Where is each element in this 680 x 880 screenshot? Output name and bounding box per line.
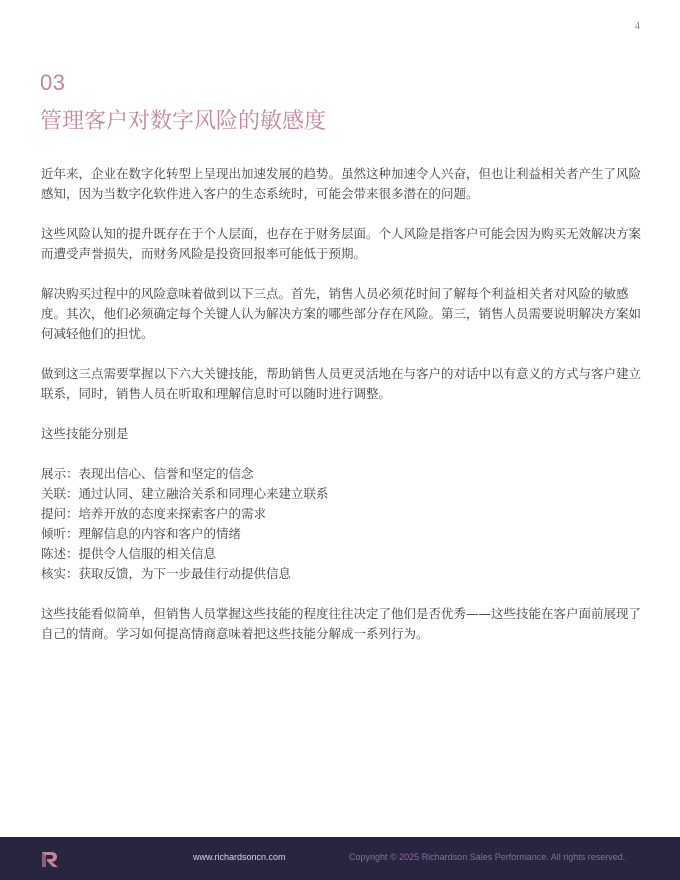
skills-intro: 这些技能分别是	[41, 426, 129, 441]
skill-item: 关联：通过认同、建立融洽关系和同理心来建立联系	[41, 486, 329, 501]
skill-item: 提问：培养开放的态度来探索客户的需求	[41, 506, 267, 521]
page-number: 4	[634, 20, 640, 32]
skill-item: 核实：获取反馈，为下一步最佳行动提供信息	[41, 566, 292, 581]
main-content	[41, 164, 651, 664]
section-number: 03	[40, 70, 66, 95]
page-footer	[0, 837, 680, 880]
skill-item: 倾听：理解信息的内容和客户的情绪	[41, 526, 242, 541]
section-title: 管理客户对数字风险的敏感度	[40, 109, 327, 134]
richardson-logo-icon	[40, 849, 60, 868]
paragraph-1: 近年来，企业在数字化转型上呈现出加速发展的趋势。虽然这种加速令人兴奋，但也让利益相关者产生了风险感知，因为当数字化软件进入客户的生态系统时，可能会带来很多潜在的问题。	[41, 166, 642, 201]
closing-paragraph: 这些技能看似简单，但销售人员掌握这些技能的程度往往决定了他们是否优秀——这些技能在客户面前展现了自己的情商。学习如何提高情商意味着把这些技能分解成一系列行为。	[41, 606, 642, 641]
footer-url[interactable]: www.richardsoncn.com	[193, 852, 286, 862]
skill-item: 陈述：提供令人信服的相关信息	[41, 546, 217, 561]
paragraph-2: 这些风险认知的提升既存在于个人层面，也存在于财务层面。个人风险是指客户可能会因为购买无效解决方案而遭受声誉损失，而财务风险是投资回报率可能低于预期。	[41, 226, 642, 261]
skill-list	[41, 464, 651, 584]
skill-item: 展示：表现出信心、信誉和坚定的信念	[41, 466, 254, 481]
footer-copyright: Copyright © 2025 Richardson Sales Performance. All rights reserved.	[349, 852, 626, 862]
paragraph-4: 做到这三点需要掌握以下六大关键技能，帮助销售人员更灵活地在与客户的对话中以有意义的方式与客户建立联系，同时，销售人员在听取和理解信息时可以随时进行调整。	[41, 366, 642, 401]
paragraph-3: 解决购买过程中的风险意味着做到以下三点。首先，销售人员必须花时间了解每个利益相关者对风险的敏感度。其次，他们必须确定每个关键人认为解决方案的哪些部分存在风险。第三，销售人员需要说明解决方案如何减轻他们的担忧。	[41, 286, 642, 341]
